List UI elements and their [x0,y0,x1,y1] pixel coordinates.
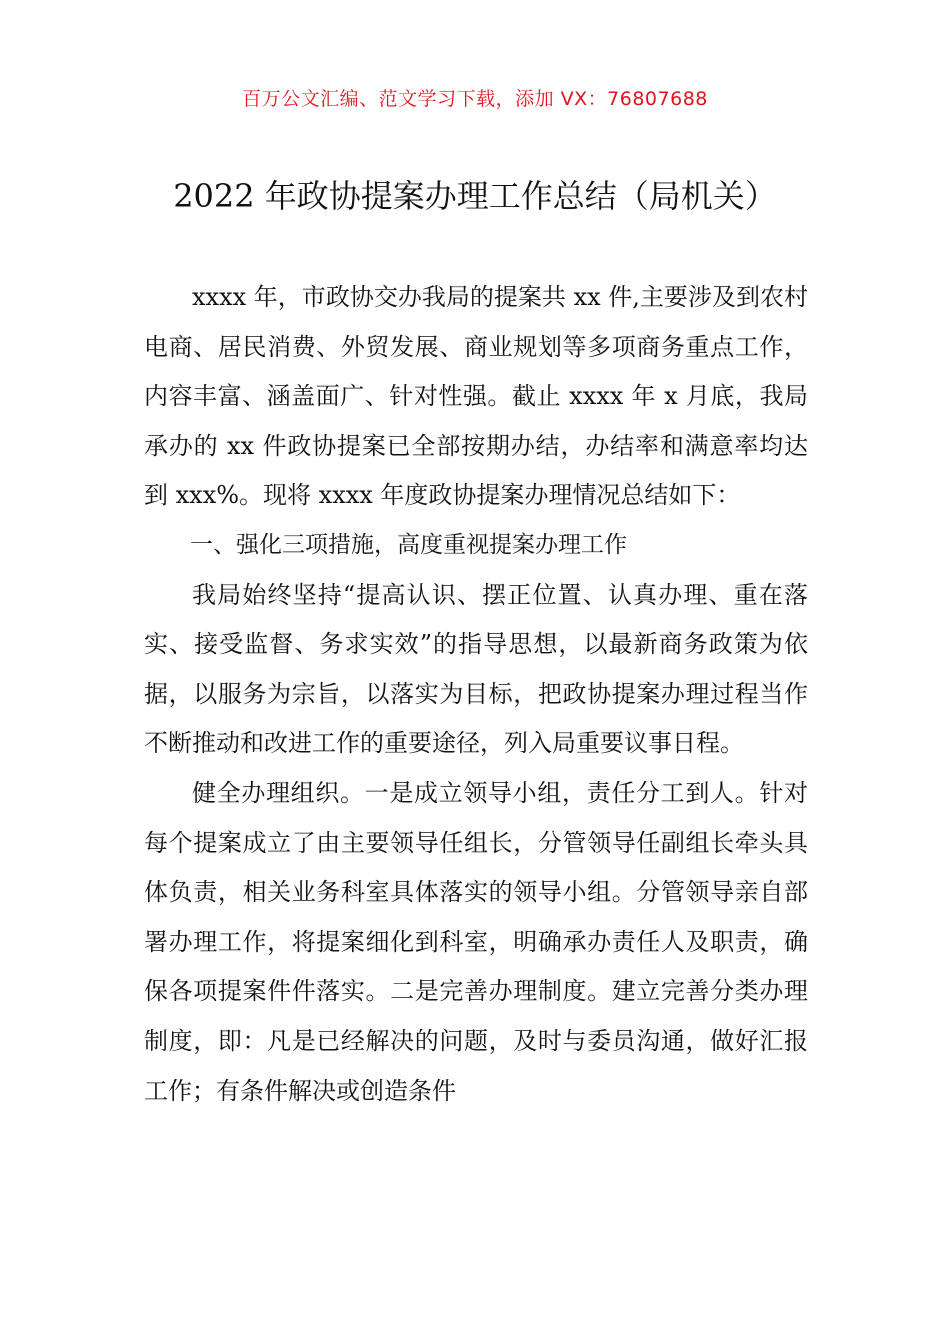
paragraph-intro: xxxx 年，市政协交办我局的提案共 xx 件,主要涉及到农村电商、居民消费、外贸发展、商业规划等多项商务重点工作，内容丰富、涵盖面广、针对性强。截止 xxxx 年 x 月底，我局承办的 xx 件政协提案已全部按期办结，办结率和满意率均达到 xxx%。现将 xxxx 年度政协提案办理情况总结如下： [144,283,808,510]
paragraph-organization: 健全办理组织。一是成立领导小组，责任分工到人。针对每个提案成立了由主要领导任组长，分管领导任副组长牵头具体负责，相关业务科室具体落实的领导小组。分管领导亲自部署办理工作，将提案细化到科室，明确承办责任人及职责，确保各项提案件件落实。二是完善办理制度。建立完善分类办理制度，即：凡是已经解决的问题，及时与委员沟通，做好汇报工作；有条件解决或创造条件 [144,778,808,1105]
document-title: 2022 年政协提案办理工作总结（局机关） [173,177,777,215]
header-promo-text: 百万公文汇编、范文学习下载，添加 VX：76807688 [242,88,708,110]
section-heading-1: 一、强化三项措施，高度重视提案办理工作 [190,531,627,558]
paragraph-guiding-principle: 我局始终坚持“提高认识、摆正位置、认真办理、重在落实、接受监督、务求实效”的指导思想，以最新商务政策为依据，以服务为宗旨，以落实为目标，把政协提案办理过程当作不断推动和改进工作的重要途径，列入局重要议事日程。 [144,580,808,758]
document-body [144,273,808,1116]
